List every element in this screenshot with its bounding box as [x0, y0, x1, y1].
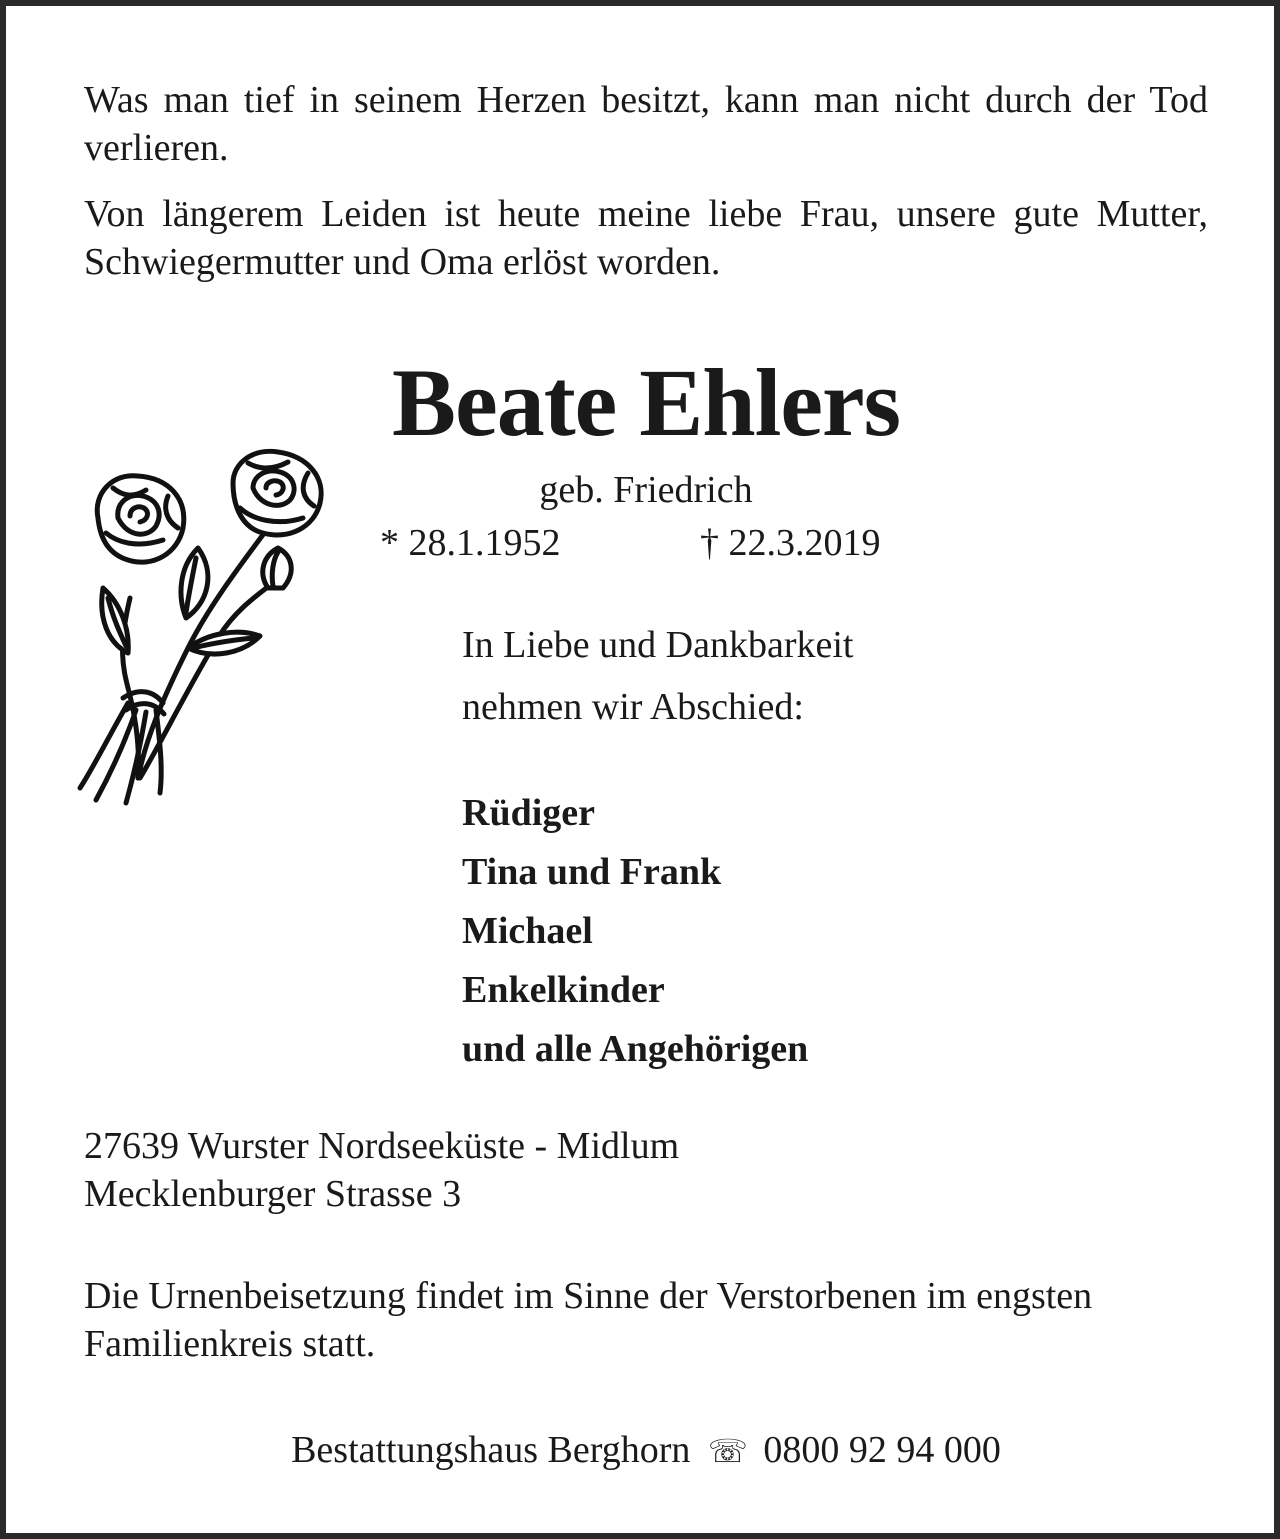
deceased-name: Beate Ehlers — [392, 349, 900, 456]
farewell-line-2: nehmen wir Abschied: — [462, 686, 804, 728]
mourner-item: und alle Angehörigen — [462, 1028, 809, 1070]
mourner-item: Michael — [462, 910, 593, 952]
roses-icon — [68, 448, 338, 818]
funeral-home-footer — [6, 1426, 1280, 1475]
maiden-name: geb. Friedrich — [539, 469, 753, 511]
death-date: † 22.3.2019 — [700, 522, 881, 564]
quote-text: Was man tief in seinem Herzen besitzt, kann man nicht durch der Tod verlieren. — [84, 79, 1208, 169]
mourners-list — [462, 784, 808, 1079]
mourner-item: Enkelkinder — [462, 969, 665, 1011]
phone-number: 0800 92 94 000 — [763, 1429, 1001, 1471]
address-line-2: Mecklenburger Strasse 3 — [84, 1173, 462, 1215]
mourner-item: Rüdiger — [462, 792, 595, 834]
burial-notice: Die Urnenbeisetzung findet im Sinne der Verstorbenen im engsten Familienkreis statt. — [84, 1275, 1093, 1365]
birth-date: * 28.1.1952 — [380, 522, 561, 564]
address-line-1: 27639 Wurster Nordseeküste - Midlum — [84, 1125, 680, 1167]
mourner-item: Tina und Frank — [462, 851, 722, 893]
farewell-line-1: In Liebe und Dankbarkeit — [462, 624, 854, 666]
phone-icon: ☏ — [707, 1432, 748, 1470]
funeral-home-name: Bestattungshaus Berghorn — [291, 1429, 691, 1471]
announcement-text: Von längerem Leiden ist heute meine liebe Frau, unsere gute Mutter, Schwiegermutter und Oma erlöst worden. — [84, 193, 1208, 283]
